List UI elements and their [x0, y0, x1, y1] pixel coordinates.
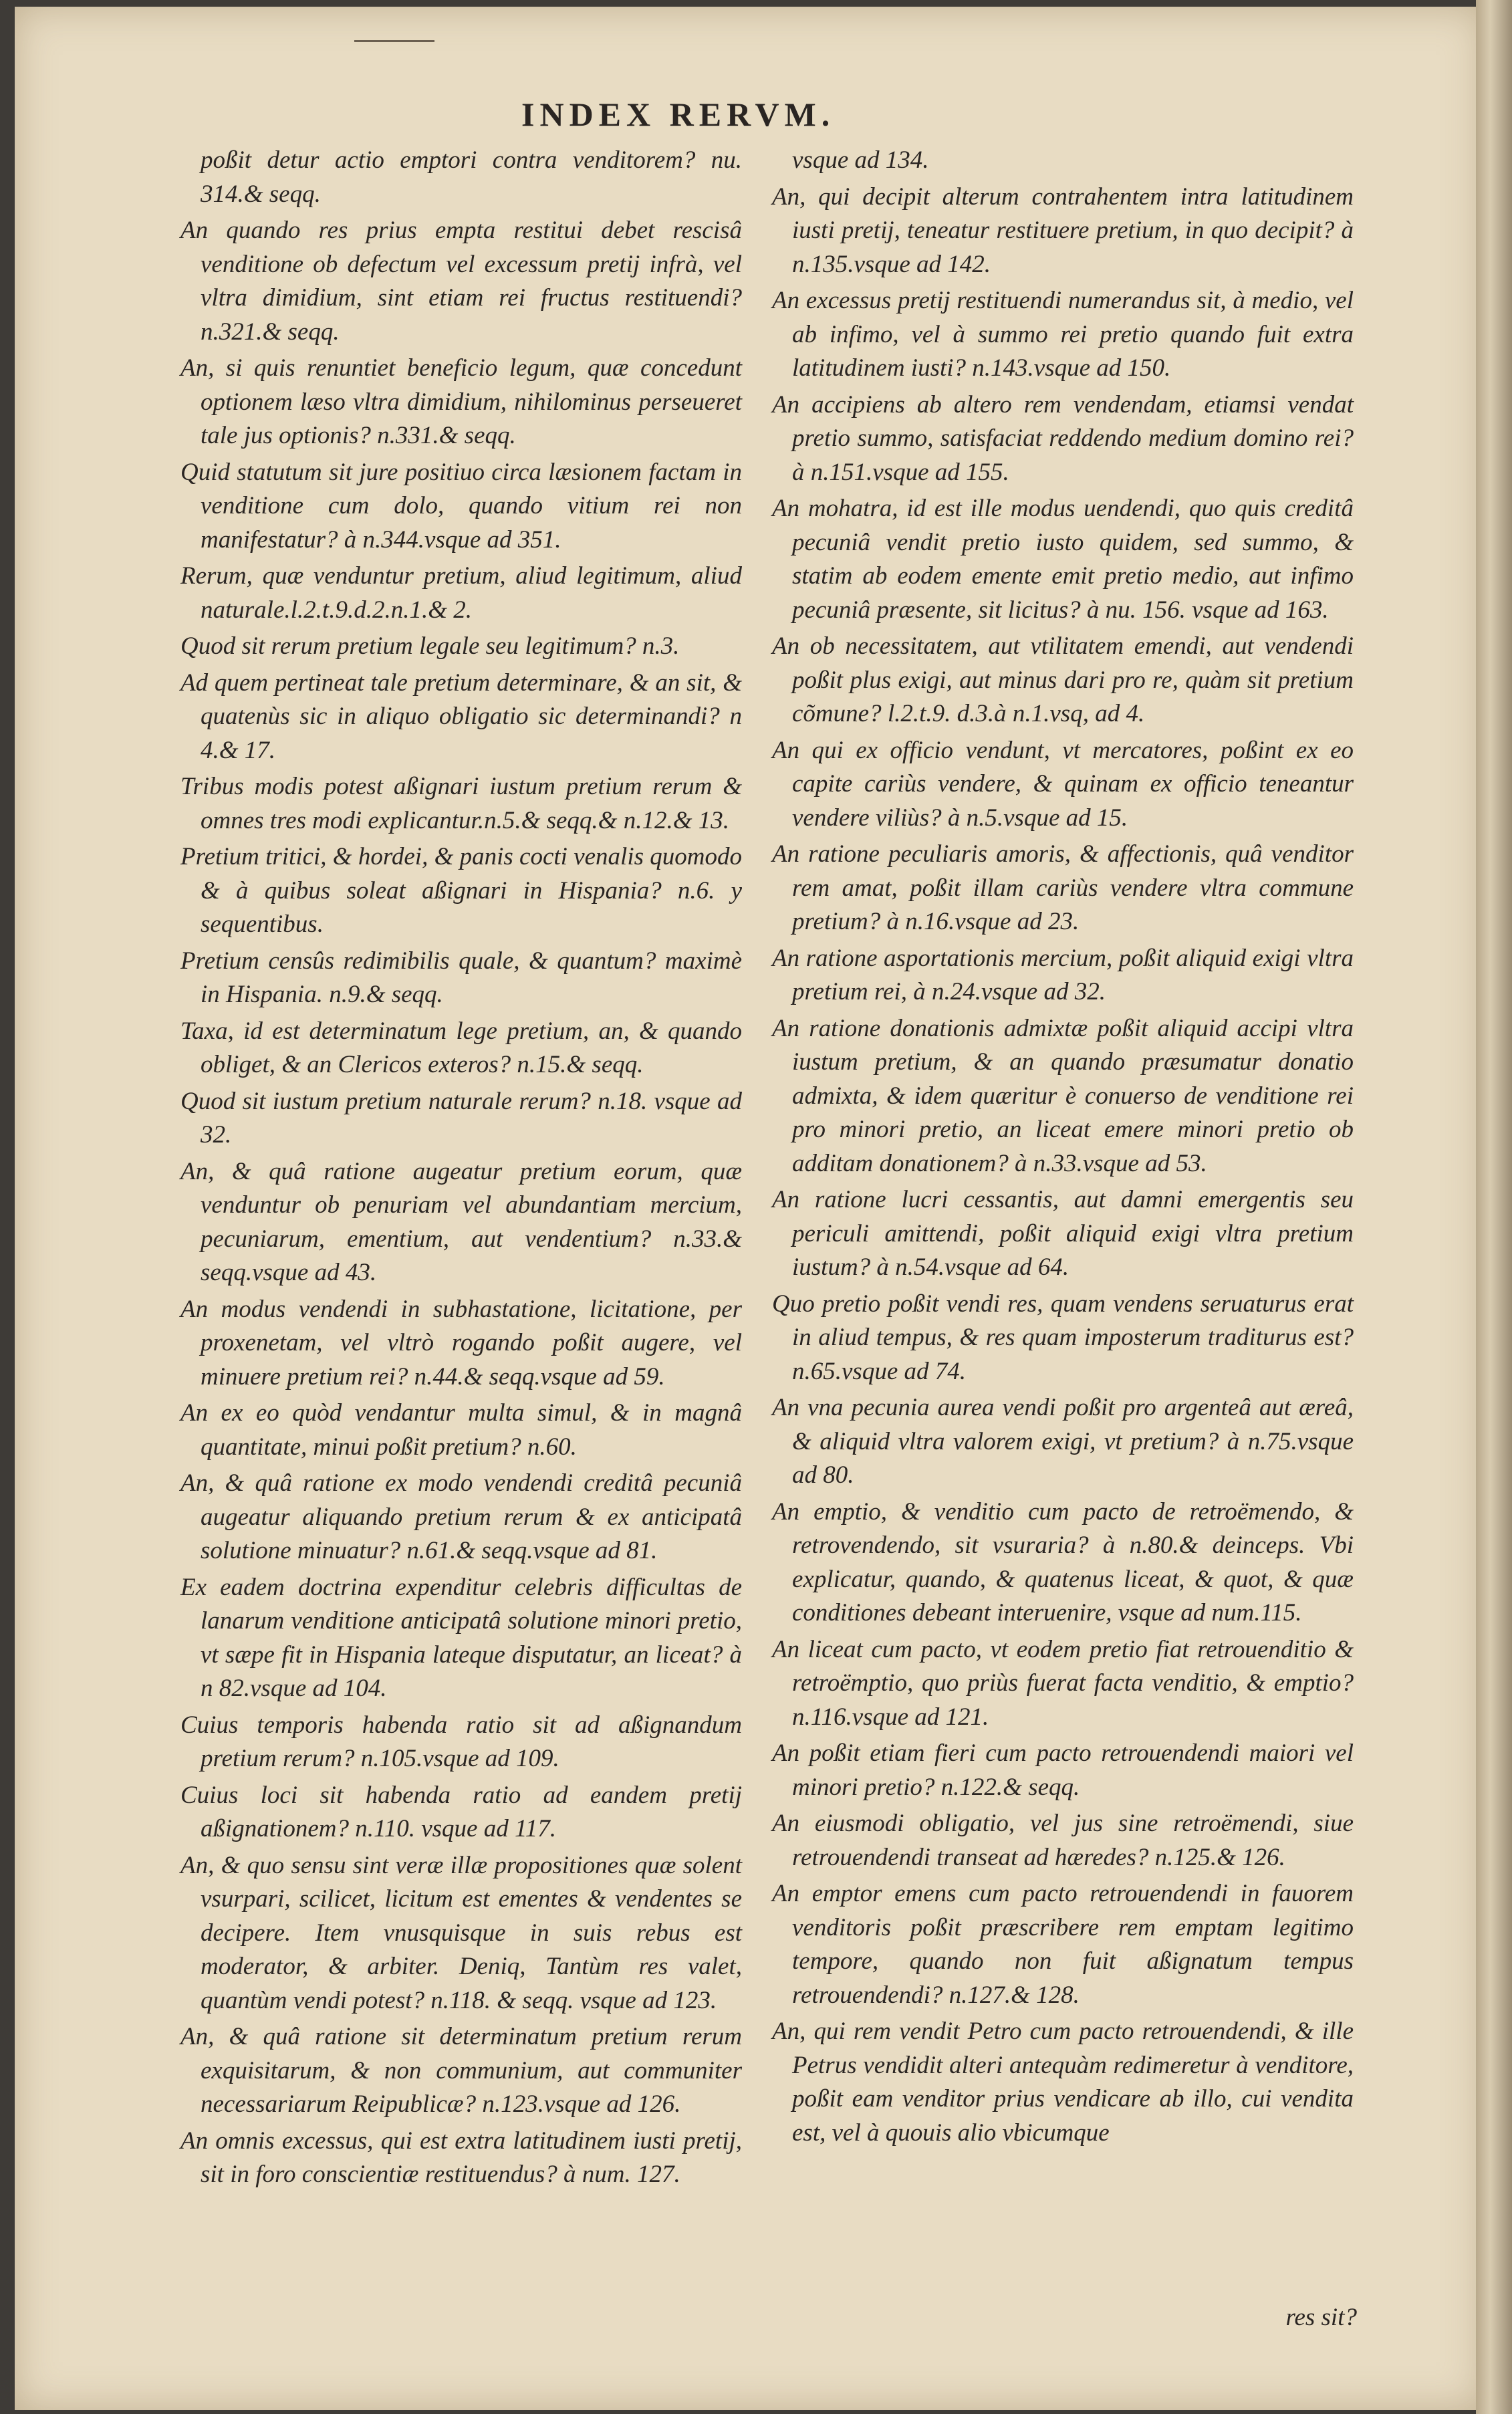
index-entry: An, qui rem vendit Petro cum pacto retrouendendi, & ille Petrus vendidit alteri antequàm redimeretur à venditore, poßit eam venditor prius vendicare ab illo, cui vendita est, vel à quouis alio vbicumque: [772, 2018, 1354, 2147]
index-entry: An excessus pretij restituendi numerandus sit, à medio, vel ab infimo, vel à summo rei pretio quando fuit extra latitudinem iusti? n.143.vsque ad 150.: [772, 287, 1354, 382]
index-entry: An accipiens ab altero rem vendendam, etiamsi vendat pretio summo, satisfaciat reddendo medium domino rei? à n.151.vsque ad 155.: [772, 390, 1354, 486]
index-entry: Pretium censûs redimibilis quale, & quantum? maximè in Hispania. n.9.& seqq.: [180, 947, 742, 1008]
right-column: [772, 144, 1354, 2153]
index-entry: An, & quâ ratione ex modo vendendi creditâ pecuniâ augeatur aliquando pretium rerum & ex anticipatâ solutione minuatur? n.61.& seqq.vsque ad 81.: [180, 1469, 742, 1564]
left-column: [180, 144, 742, 2195]
index-entry: An ratione asportationis mercium, poßit aliquid exigi vltra pretium rei, à n.24.vsque ad 32.: [772, 944, 1354, 1005]
index-entry: Cuius loci sit habenda ratio ad eandem pretij aßignationem? n.110. vsque ad 117.: [180, 1781, 742, 1842]
index-entry: Quod sit rerum pretium legale seu legitimum? n.3.: [180, 632, 680, 660]
index-entry: An ratione lucri cessantis, aut damni emergentis seu periculi amittendi, poßit aliquid exigi vltra pretium iustum? à n.54.vsque ad 64.: [772, 1186, 1354, 1281]
index-entry: An modus vendendi in subhastatione, licitatione, per proxenetam, vel vltrò rogando poßit augere, vel minuere pretium rei? n.44.& seqq.vsque ad 59.: [180, 1295, 742, 1391]
index-entry: Cuius temporis habenda ratio sit ad aßignandum pretium rerum? n.105.vsque ad 109.: [180, 1711, 742, 1772]
index-entry: Taxa, id est determinatum lege pretium, an, & quando obliget, & an Clericos exteros? n.15.& seqq.: [180, 1017, 742, 1078]
index-entry: An emptor emens cum pacto retrouendendi in fauorem venditoris poßit præscribere rem emptam legitimo tempore, quando non fuit aßignatum tempus retrouendendi? n.127.& 128.: [772, 1880, 1354, 2009]
index-entry: Ad quem pertineat tale pretium determinare, & an sit, & quatenùs sic in aliquo obligatio sic determinandi? n 4.& 17.: [180, 669, 742, 764]
index-entry: An liceat cum pacto, vt eodem pretio fiat retrouenditio & retroëmptio, quo priùs fuerat facta venditio, & emptio? n.116.vsque ad 121.: [772, 1635, 1354, 1731]
index-entry: Ex eadem doctrina expenditur celebris difficultas de lanarum venditione anticipatâ solutione minori pretio, vt sæpe fit in Hispania lateque disputatur, an liceat? à n 82.vsque ad 104.: [180, 1573, 742, 1702]
catchword: res sit?: [1285, 2304, 1357, 2331]
index-entry: poßit detur actio emptori contra venditorem? nu. 314.& seqq.: [201, 146, 742, 208]
index-entry: An emptio, & venditio cum pacto de retroëmendo, & retrovendendo, sit vsuraria? à n.80.& deinceps. Vbi explicatur, quando, & quatenus liceat, & quot, & quæ conditiones debeant interuenire, vsque ad num.115.: [772, 1497, 1354, 1626]
index-entry: An, si quis renuntiet beneficio legum, quæ concedunt optionem læso vltra dimidium, nihilominus perseueret tale jus optionis? n.331.& seqq.: [180, 354, 742, 449]
index-entry: An, & quâ ratione augeatur pretium eorum, quæ venduntur ob penuriam vel abundantiam mercium, pecuniarum, ementium, aut vendentium? n.33.& seqq.vsque ad 43.: [180, 1157, 742, 1286]
index-entry: An qui ex officio vendunt, vt mercatores, poßint ex eo capite cariùs vendere, & quinam ex officio teneantur vendere viliùs? à n.5.vsque ad 15.: [772, 736, 1354, 832]
index-entry: An ratione donationis admixtæ poßit aliquid accipi vltra iustum pretium, & an quando præsumatur donatio admixta, & idem quæritur è conuerso de venditione rei pro minori pretio, an liceat emere minori pretio ob additam donationem? à n.33.vsque ad 53.: [772, 1014, 1354, 1177]
index-entry: An, & quo sensu sint veræ illæ propositiones quæ solent vsurpari, scilicet, licitum est ementes & vendentes se decipere. Item vnusquisque in suis rebus est moderator, & arbiter. Deniq, Tantùm res valet, quantùm vendi potest? n.118. & seqq. vsque ad 123.: [180, 1851, 742, 2014]
index-entry: An vna pecunia aurea vendi poßit pro argenteâ aut æreâ, & aliquid vltra valorem exigi, vt pretium? à n.75.vsque ad 80.: [772, 1394, 1354, 1489]
index-entry: An ratione peculiaris amoris, & affectionis, quâ venditor rem amat, poßit illam cariùs vendere vltra commune pretium? à n.16.vsque ad 23.: [772, 840, 1354, 935]
index-entry: Quod sit iustum pretium naturale rerum? n.18. vsque ad 32.: [180, 1087, 742, 1149]
index-entry: Rerum, quæ venduntur pretium, aliud legitimum, aliud naturale.l.2.t.9.d.2.n.1.& 2.: [180, 562, 742, 624]
index-entry: An poßit etiam fieri cum pacto retrouendendi maiori vel minori pretio? n.122.& seqq.: [772, 1739, 1354, 1801]
index-entry: An ex eo quòd vendantur multa simul, & in magnâ quantitate, minui poßit pretium? n.60.: [180, 1399, 742, 1461]
index-entry: Tribus modis potest aßignari iustum pretium rerum & omnes tres modi explicantur.n.5.& seqq.& n.12.& 13.: [180, 773, 742, 834]
index-entry: An ob necessitatem, aut vtilitatem emendi, aut vendendi poßit plus exigi, aut minus dari pro re, quàm sit pretium cõmune? l.2.t.9. d.3.à n.1.vsq, ad 4.: [772, 632, 1354, 727]
ink-mark: [354, 40, 434, 42]
index-entry: Quo pretio poßit vendi res, quam vendens seruaturus erat in aliud tempus, & res quam imposterum traditurus est? n.65.vsque ad 74.: [772, 1290, 1354, 1385]
index-entry: Pretium tritici, & hordei, & panis cocti venalis quomodo & à quibus soleat aßignari in Hispania? n.6. y sequentibus.: [180, 843, 742, 938]
index-entry: An eiusmodi obligatio, vel jus sine retroëmendi, siue retrouendendi transeat ad hæredes? n.125.& 126.: [772, 1810, 1354, 1871]
index-entry: An quando res prius empta restitui debet rescisâ venditione ob defectum vel excessum pretij infrà, vel vltra dimidium, sint etiam rei fructus restituendi? n.321.& seqq.: [180, 217, 742, 346]
index-entry: Quid statutum sit jure positiuo circa læsionem factam in venditione cum dolo, quando vitium rei non manifestatur? à n.344.vsque ad 351.: [180, 458, 742, 554]
page-edge: [1476, 0, 1512, 2414]
index-entry: An omnis excessus, qui est extra latitudinem iusti pretij, sit in foro conscientiæ restituendus? à num. 127.: [180, 2127, 742, 2188]
index-entry: An, & quâ ratione sit determinatum pretium rerum exquisitarum, & non communium, aut communiter necessariarum Reipublicæ? n.123.vsque ad 126.: [180, 2023, 742, 2118]
index-entry: An mohatra, id est ille modus uendendi, quo quis creditâ pecuniâ vendit pretio iusto quidem, sed summo, & statim ab eodem emente emit pretio medio, aut infimo pecuniâ præsente, sit licitus? à nu. 156. vsque ad 163.: [772, 495, 1354, 624]
index-entry: vsque ad 134.: [792, 146, 929, 174]
running-head: INDEX RERVM.: [521, 96, 836, 133]
index-entry: An, qui decipit alterum contrahentem intra latitudinem iusti pretij, teneatur restituere pretium, in quo decipit? à n.135.vsque ad 142.: [772, 183, 1354, 278]
